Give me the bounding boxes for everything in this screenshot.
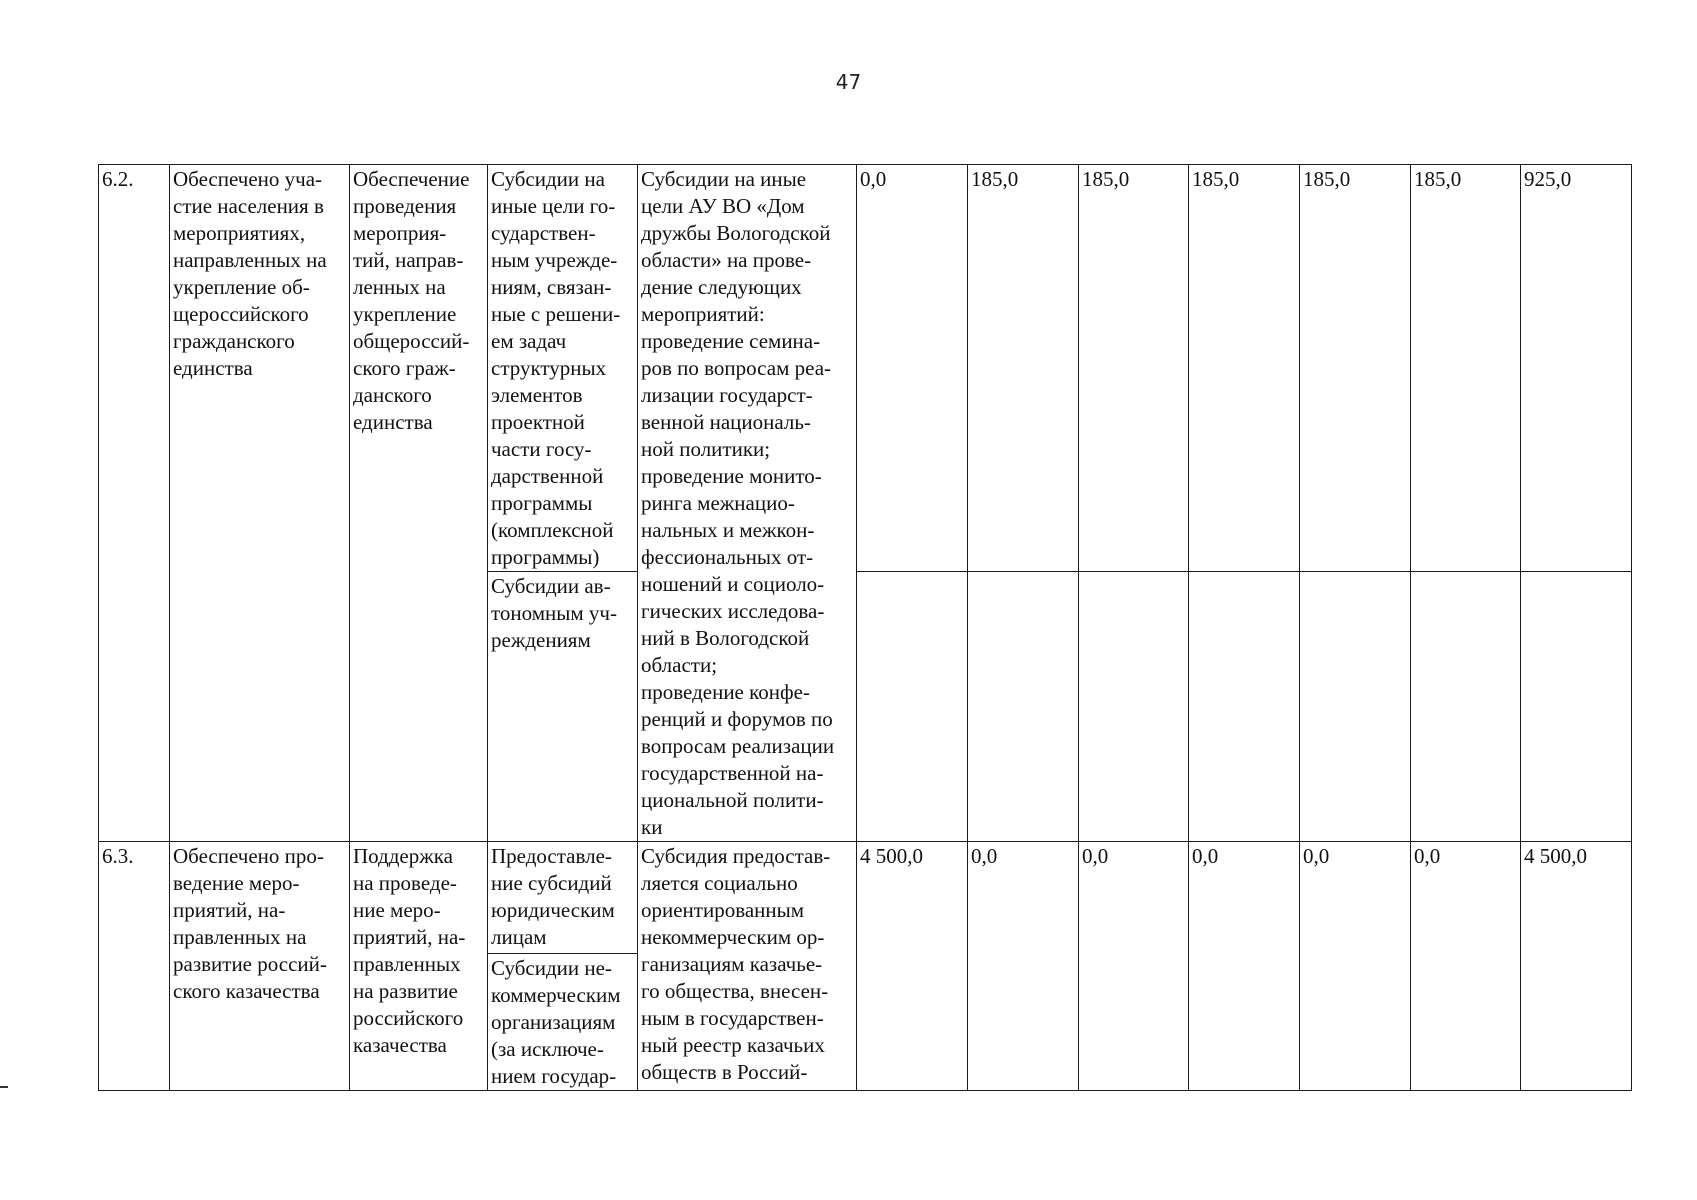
value-cell: 4 500,0 bbox=[857, 842, 968, 1091]
value-cell: 0,0 bbox=[1300, 842, 1411, 1091]
value-cell: 0,0 bbox=[1189, 842, 1300, 1091]
result-cell: Обеспечено уча- стие населения в мероприятиях, направленных на укрепление об- щероссийского гражданского единства bbox=[170, 165, 350, 842]
empty-cell bbox=[1521, 572, 1632, 842]
description-cell: Субсидии на иные цели АУ ВО «Дом дружбы Вологодской области» на прове- дение следующих мероприятий: проведение семина- ров по вопросам реа- лизации государст- венной националь- ной политики; проведение монито- ринга межнацио- нальных и межкон- фессиональных от- ношений и социоло- гических исследова- ний в Вологодской области; проведение конфе- ренций и форумов по вопросам реализации государственной на- циональной полити- ки bbox=[638, 165, 857, 842]
result-cell: Обеспечено про- ведение меро- приятий, на- правленных на развитие россий- ского казачества bbox=[170, 842, 350, 1091]
page-number: 47 bbox=[835, 70, 862, 94]
value-cell: 185,0 bbox=[1411, 165, 1521, 572]
value-cell: 925,0 bbox=[1521, 165, 1632, 572]
empty-cell bbox=[1079, 572, 1189, 842]
empty-cell bbox=[1300, 572, 1411, 842]
subsidy-type-cell: Субсидии не- коммерческим организациям (за исключе- нием государ- bbox=[488, 954, 638, 1091]
value-cell: 0,0 bbox=[857, 165, 968, 572]
subsidy-type-cell: Предоставле- ние субсидий юридическим лицам bbox=[488, 842, 638, 954]
description-cell: Субсидия предостав- ляется социально ориентированным некоммерческим ор- ганизациям казачье- го общества, внесен- ным в государствен- ный реестр казачьих обществ в Россий- bbox=[638, 842, 857, 1091]
row-number: 6.2. bbox=[99, 165, 170, 842]
value-cell: 185,0 bbox=[1300, 165, 1411, 572]
value-cell: 185,0 bbox=[1189, 165, 1300, 572]
table-row bbox=[99, 165, 1632, 572]
value-cell: 4 500,0 bbox=[1521, 842, 1632, 1091]
table-row bbox=[99, 842, 1632, 954]
row-number: 6.3. bbox=[99, 842, 170, 1091]
value-cell: 185,0 bbox=[1079, 165, 1189, 572]
event-cell: Обеспечение проведения мероприя- тий, направ- ленных на укрепление общероссий- ского граж- данского единства bbox=[350, 165, 488, 842]
event-cell: Поддержка на проведе- ние меро- приятий, на- правленных на развитие российского казачества bbox=[350, 842, 488, 1091]
empty-cell bbox=[857, 572, 968, 842]
subsidy-type-cell: Субсидии ав- тономным уч- реждениям bbox=[488, 572, 638, 842]
margin-mark bbox=[0, 1086, 8, 1088]
empty-cell bbox=[1411, 572, 1521, 842]
empty-cell bbox=[968, 572, 1079, 842]
value-cell: 0,0 bbox=[1411, 842, 1521, 1091]
value-cell: 0,0 bbox=[968, 842, 1079, 1091]
subsidy-type-cell: Субсидии на иные цели го- сударствен- ным учрежде- ниям, связан- ные с решени- ем задач структурных элементов проектной части госу- дарственной программы (комплексной программы) bbox=[488, 165, 638, 572]
value-cell: 0,0 bbox=[1079, 842, 1189, 1091]
value-cell: 185,0 bbox=[968, 165, 1079, 572]
empty-cell bbox=[1189, 572, 1300, 842]
program-table bbox=[98, 164, 1632, 1091]
